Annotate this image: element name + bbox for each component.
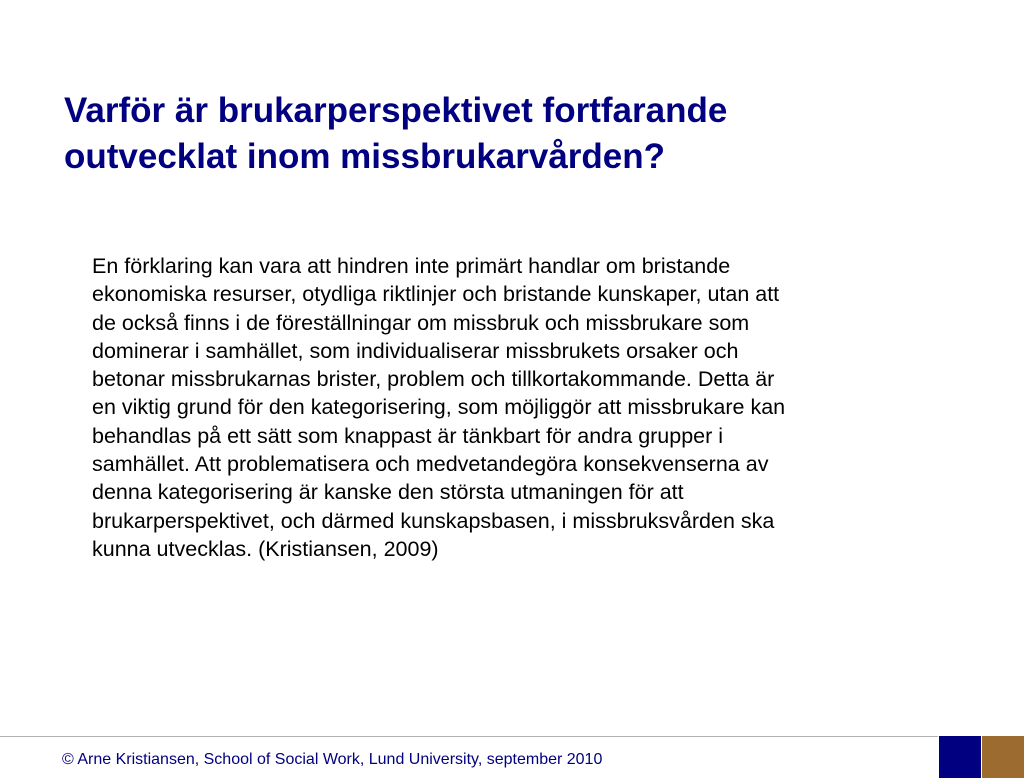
body-line: betonar missbrukarnas brister, problem och tillkortakommande. Detta är (92, 367, 775, 392)
slide-title-line: outvecklat inom missbrukarvården? (64, 137, 666, 176)
body-line: kunna utvecklas. (Kristiansen, 2009) (92, 536, 439, 561)
body-line: brukarperspektivet, och därmed kunskapsbasen, i missbruksvården ska (92, 508, 775, 533)
body-line: de också finns i de föreställningar om missbruk och missbrukare som (92, 310, 750, 335)
body-line: behandlas på ett sätt som knappast är tänkbart för andra grupper i (92, 423, 724, 448)
footer-navy-block (939, 736, 981, 778)
body-line: En förklaring kan vara att hindren inte primärt handlar om bristande (92, 254, 731, 278)
body-line: samhället. Att problematisera och medvetandegöra konsekvenserna av (92, 452, 769, 477)
footer-copyright: © Arne Kristiansen, School of Social Work, Lund University, september 2010 (62, 751, 603, 768)
slide-title (64, 88, 964, 180)
body-line: en viktig grund för den kategorisering, som möjliggör att missbrukare kan (92, 395, 786, 420)
footer-brown-block (982, 736, 1024, 778)
footer-divider (0, 736, 938, 737)
slide-body-text (92, 252, 952, 563)
slide-title-line: Varför är brukarperspektivet fortfarande (64, 91, 728, 130)
body-line: dominerar i samhället, som individualiserar missbrukets orsaker och (92, 338, 739, 363)
body-line: denna kategorisering är kanske den största utmaningen för att (92, 480, 684, 505)
body-line: ekonomiska resurser, otydliga riktlinjer och bristande kunskaper, utan att (92, 282, 780, 307)
